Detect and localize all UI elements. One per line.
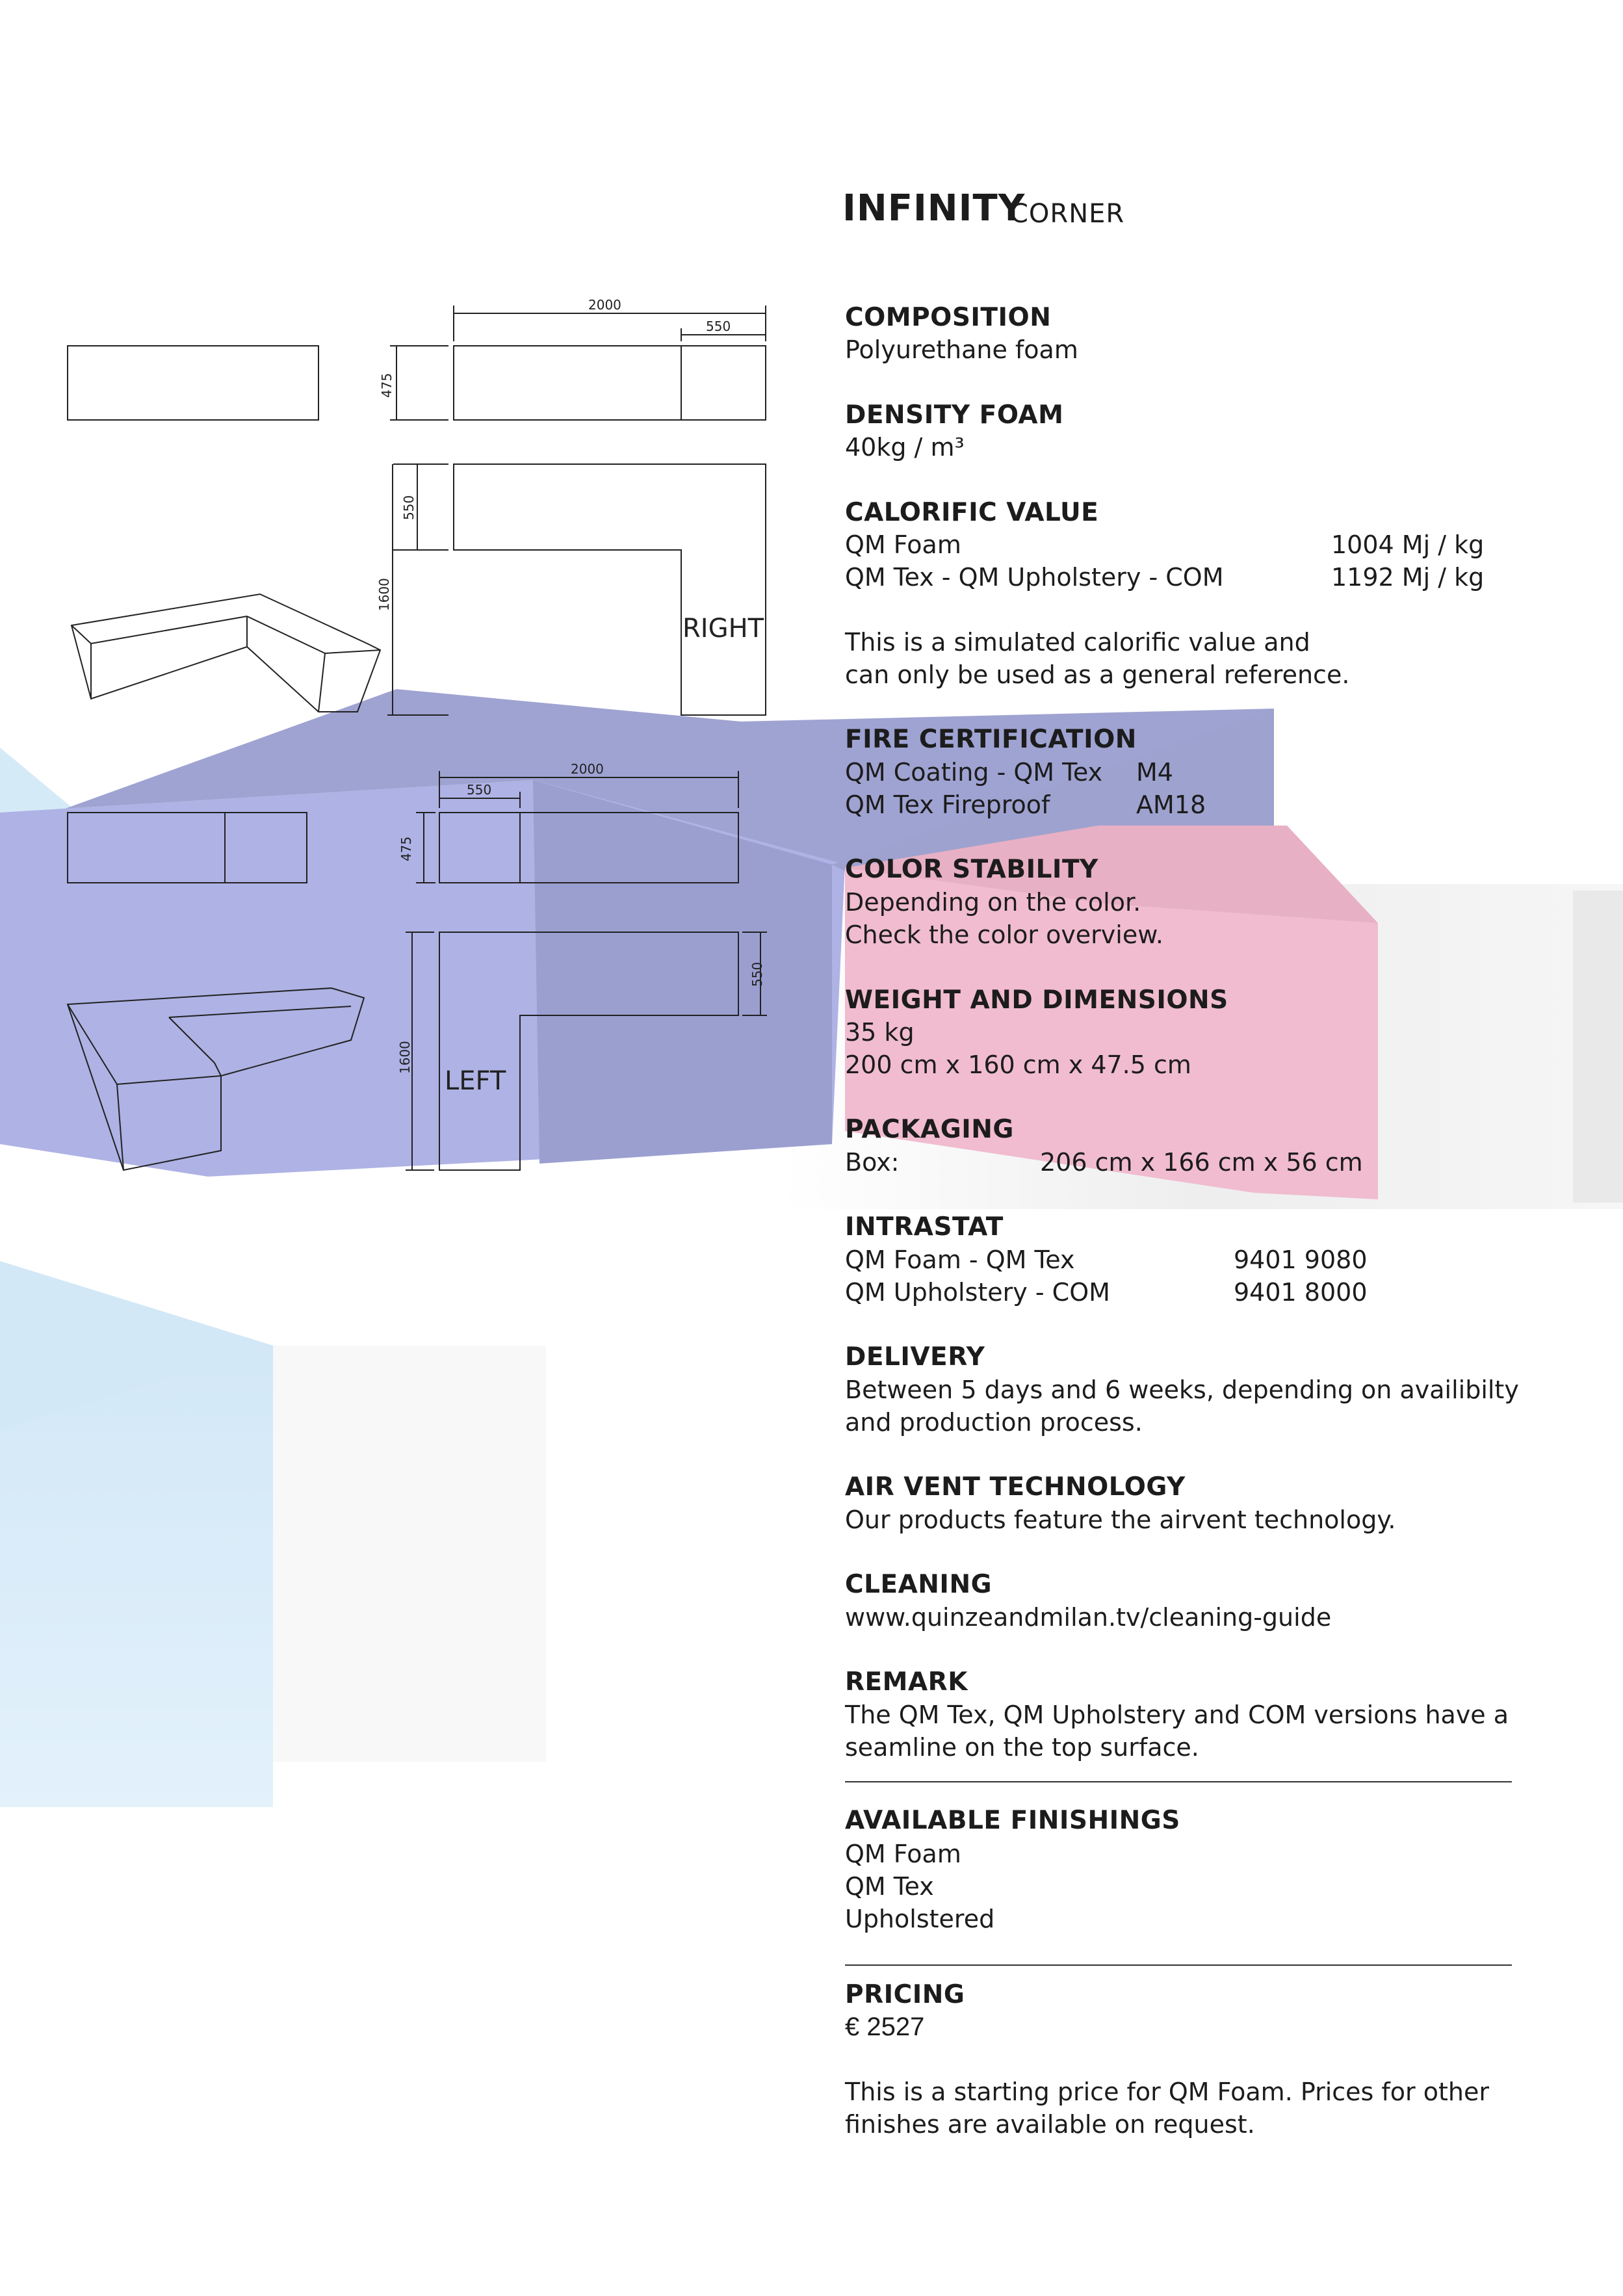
technical-drawings — [0, 0, 806, 1196]
intrastat-row-label: QM Upholstery - COM — [845, 1278, 1110, 1307]
packaging-heading: PACKAGING — [845, 1115, 1014, 1144]
calorific-row-value: 1192 Mj / kg — [1331, 563, 1485, 592]
delivery-heading: DELIVERY — [845, 1342, 985, 1372]
calorific-heading: CALORIFIC VALUE — [845, 498, 1099, 527]
calorific-note: This is a simulated calorific value and — [845, 628, 1310, 657]
fire-row-value: M4 — [1136, 758, 1173, 787]
composition-text: Polyurethane foam — [845, 335, 1078, 364]
left-plan-view — [439, 932, 738, 1170]
packaging-value: 206 cm x 166 cm x 56 cm — [1040, 1148, 1363, 1177]
left-label: LEFT — [445, 1066, 506, 1096]
right-side-view — [454, 346, 766, 420]
right-front-view — [68, 346, 318, 420]
right-dim-seat-top: 550 — [706, 319, 731, 334]
calorific-row-value: 1004 Mj / kg — [1331, 530, 1485, 559]
remark-text: seamline on the top surface. — [845, 1733, 1199, 1762]
cleaning-link[interactable]: www.quinzeandmilan.tv/cleaning-guide — [845, 1603, 1332, 1632]
remark-heading: REMARK — [845, 1667, 968, 1697]
fire-heading: FIRE CERTIFICATION — [845, 725, 1137, 754]
blue-block-shadow — [273, 1346, 546, 1762]
composition-heading: COMPOSITION — [845, 303, 1052, 332]
calorific-row-label: QM Tex - QM Upholstery - COM — [845, 563, 1224, 592]
right-dim-height: 475 — [379, 372, 395, 398]
left-3d-view — [68, 988, 364, 1170]
intrastat-row-label: QM Foam - QM Tex — [845, 1246, 1075, 1274]
packaging-label: Box: — [845, 1148, 900, 1177]
product-title: INFINITY — [842, 187, 1026, 229]
intrastat-row-value: 9401 9080 — [1234, 1246, 1368, 1274]
divider — [845, 1964, 1512, 1966]
color-text: Check the color overview. — [845, 920, 1163, 949]
finishings-heading: AVAILABLE FINISHINGS — [845, 1806, 1180, 1835]
right-label: RIGHT — [682, 614, 764, 644]
delivery-text: and production process. — [845, 1408, 1143, 1437]
cleaning-heading: CLEANING — [845, 1570, 993, 1599]
left-dim-length: 2000 — [571, 761, 604, 777]
intrastat-heading: INTRASTAT — [845, 1212, 1004, 1242]
product-subtitle: CORNER — [1010, 199, 1125, 229]
price-value: € 2527 — [845, 2013, 925, 2041]
color-heading: COLOR STABILITY — [845, 855, 1098, 884]
floor-edge — [1573, 891, 1623, 1203]
left-dim-total: 1600 — [397, 1041, 413, 1074]
density-heading: DENSITY FOAM — [845, 400, 1064, 430]
right-plan-view — [454, 464, 766, 715]
right-dim-total: 1600 — [376, 578, 392, 611]
fire-row-value: AM18 — [1136, 790, 1206, 819]
calorific-row-label: QM Foam — [845, 530, 961, 559]
calorific-note: can only be used as a general reference. — [845, 660, 1350, 689]
finishing-item: QM Tex — [845, 1872, 934, 1901]
divider — [845, 1781, 1512, 1782]
color-text: Depending on the color. — [845, 888, 1141, 917]
pricing-heading: PRICING — [845, 1980, 965, 2009]
left-side-view — [439, 813, 738, 883]
delivery-text: Between 5 days and 6 weeks, depending on availibilty — [845, 1376, 1519, 1404]
dimensions-text: 200 cm x 160 cm x 47.5 cm — [845, 1050, 1191, 1079]
airvent-heading: AIR VENT TECHNOLOGY — [845, 1472, 1186, 1502]
density-text: 40kg / m³ — [845, 433, 965, 462]
left-dim-seat-side: 550 — [749, 961, 765, 987]
airvent-text: Our products feature the airvent technology. — [845, 1506, 1396, 1534]
right-dim-length: 2000 — [588, 297, 621, 313]
weight-heading: WEIGHT AND DIMENSIONS — [845, 985, 1228, 1015]
remark-text: The QM Tex, QM Upholstery and COM versions have a — [845, 1701, 1509, 1729]
fire-row-label: QM Tex Fireproof — [845, 790, 1050, 819]
left-dim-seat-top: 550 — [467, 782, 492, 798]
pricing-note: finishes are available on request. — [845, 2110, 1255, 2139]
finishing-item: Upholstered — [845, 1905, 995, 1933]
left-front-view — [68, 813, 307, 883]
finishing-item: QM Foam — [845, 1840, 961, 1868]
intrastat-row-value: 9401 8000 — [1234, 1278, 1368, 1307]
fire-row-label: QM Coating - QM Tex — [845, 758, 1103, 787]
weight-text: 35 kg — [845, 1018, 915, 1047]
right-dim-seat-side: 550 — [401, 495, 417, 520]
pricing-note: This is a starting price for QM Foam. Prices for other — [845, 2078, 1489, 2106]
left-dim-height: 475 — [398, 836, 414, 861]
